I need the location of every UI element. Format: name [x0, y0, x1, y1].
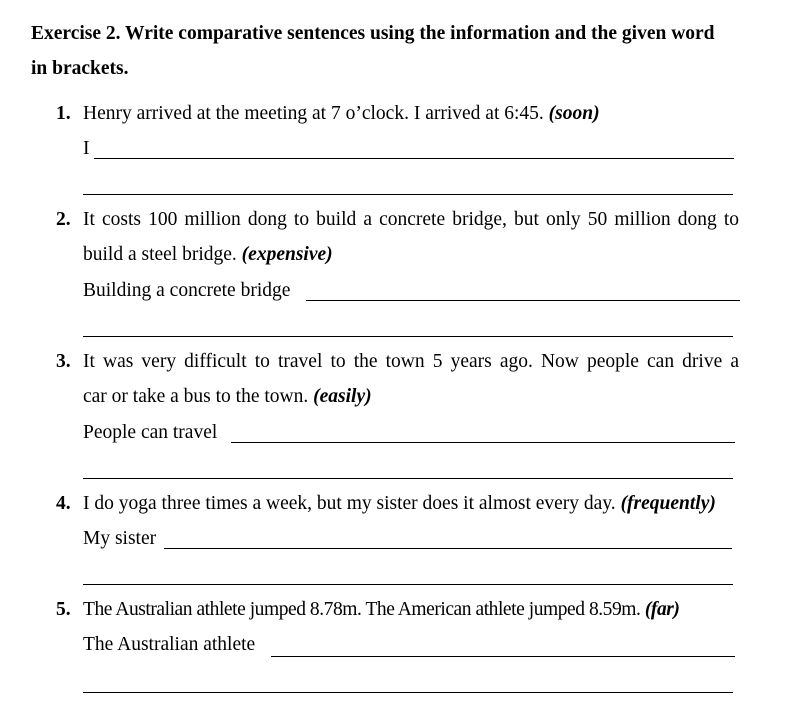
answer-row [83, 131, 90, 166]
question-hint: (easily) [313, 386, 372, 407]
question-hint: (frequently) [620, 493, 716, 514]
answer-line-2[interactable] [83, 194, 733, 195]
question-text: I do yoga three times a week, but my sister does it almost every day. [83, 493, 616, 514]
answer-line-1[interactable] [306, 300, 740, 301]
question-prompt [83, 96, 600, 131]
answer-line-2[interactable] [83, 692, 733, 693]
question-text-cont: build a steel bridge. [83, 244, 237, 265]
question-number: 3. [56, 351, 71, 372]
answer-starter: The Australian athlete [83, 634, 256, 655]
question-number: 5. [56, 599, 71, 620]
question-prompt-line-2 [83, 237, 333, 272]
answer-line-2[interactable] [83, 478, 733, 479]
question-hint: (expensive) [241, 244, 333, 265]
question-prompt [83, 486, 716, 521]
question-prompt-line-1 [83, 344, 739, 379]
answer-line-1[interactable] [164, 548, 732, 549]
answer-starter: I [83, 138, 90, 159]
question-text: It was very difficult to travel to the town 5 years ago. Now people can drive a [83, 351, 739, 372]
answer-line-1[interactable] [94, 158, 734, 159]
exercise-heading [31, 16, 761, 86]
answer-line-2[interactable] [83, 584, 733, 585]
answer-starter: My sister [83, 528, 157, 549]
answer-line-2[interactable] [83, 336, 733, 337]
heading-line-1: Exercise 2. Write comparative sentences using the information and the given word [31, 23, 715, 44]
question-number: 4. [56, 493, 71, 514]
answer-starter: Building a concrete bridge [83, 280, 291, 301]
answer-row [83, 415, 217, 450]
question-prompt-line-2 [83, 379, 372, 414]
question-hint: (soon) [548, 103, 600, 124]
answer-starter: People can travel [83, 422, 218, 443]
question-number: 2. [56, 209, 71, 230]
question-prompt-line-1 [83, 202, 739, 237]
question-text: Henry arrived at the meeting at 7 o’clock. I arrived at 6:45. [83, 103, 544, 124]
answer-line-1[interactable] [231, 442, 735, 443]
answer-row [83, 521, 156, 556]
question-text: The Australian athlete jumped 8.78m. The American athlete jumped 8.59m. [83, 599, 641, 620]
question-text: It costs 100 million dong to build a concrete bridge, but only 50 million dong to [83, 209, 739, 230]
question-number: 1. [56, 103, 71, 124]
heading-line-2: in brackets. [31, 58, 129, 79]
answer-line-1[interactable] [271, 656, 735, 657]
question-prompt [83, 592, 679, 627]
answer-row [83, 273, 290, 308]
question-text-cont: car or take a bus to the town. [83, 386, 309, 407]
answer-row [83, 627, 255, 662]
question-hint: (far) [644, 599, 680, 620]
